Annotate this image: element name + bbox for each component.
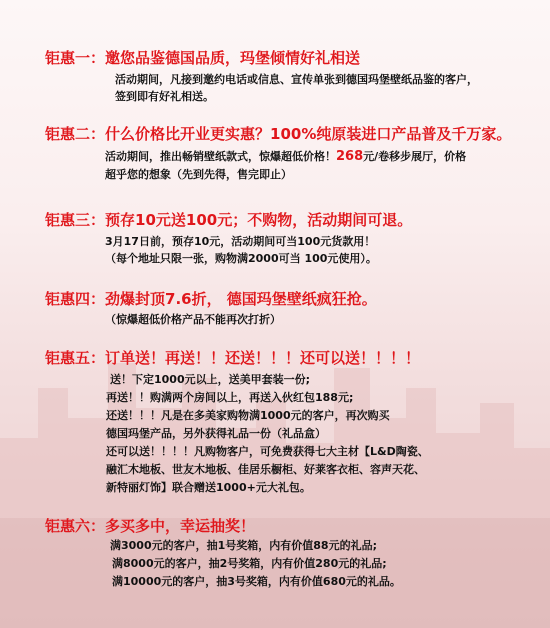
promo-line: 新特丽灯饰】联合赠送1000+元大礼包。 — [106, 481, 311, 494]
promo-line: 满10000元的客户，抽3号奖箱，内有价值680元的礼品。 — [112, 575, 401, 588]
promo-line: 还可以送！！！！凡购物客户，可免费获得七大主材【L&D陶瓷、 — [106, 445, 429, 458]
promo-label-1: 钜惠一： — [45, 49, 106, 67]
promo-label-3: 钜惠三： — [45, 211, 106, 229]
promo-heading-1: 邀您品鉴德国品质，玛堡倾情好礼相送 — [105, 49, 361, 67]
promo-title-1 — [45, 48, 360, 68]
promo-heading-4: 劲爆封顶7.6折， 德国玛堡壁纸疯狂抢。 — [105, 290, 377, 308]
promo-line: 满8000元的客户，抽2号奖箱，内有价值280元的礼品; — [112, 557, 387, 570]
promo-label-6: 钜惠六： — [45, 517, 106, 535]
promo-heading-2: 什么价格比开业更实惠？100%纯原装进口产品普及千万家。 — [105, 125, 512, 143]
promo-label-4: 钜惠四： — [45, 290, 106, 308]
promo-line: 融汇木地板、世友木地板、佳居乐橱柜、好莱客衣柜、容声天花、 — [106, 463, 425, 476]
promo-line: （惊爆超低价格产品不能再次打折） — [105, 313, 281, 326]
promo-line: 签到即有好礼相送。 — [115, 90, 214, 103]
promo-label-2: 钜惠二： — [45, 125, 106, 143]
promo-title-6 — [45, 516, 255, 536]
promo-line: （每个地址只限一张，购物满2000可当 100元使用）。 — [105, 252, 377, 265]
promo-line-text: 元/卷移步展厅，价格 — [363, 150, 467, 163]
promo-line — [105, 149, 466, 164]
promo-title-3 — [45, 210, 412, 230]
promo-line: 送！下定1000元以上，送美甲套装一份; — [110, 373, 311, 386]
promo-heading-5: 订单送！再送！！还送！！！还可以送！！！！ — [105, 349, 421, 367]
promo-line: 满3000元的客户，抽1号奖箱，内有价值88元的礼品; — [110, 539, 377, 552]
promo-heading-3: 预存10元送100元；不购物，活动期间可退。 — [105, 211, 413, 229]
promo-line: 超乎您的想象（先到先得，售完即止） — [105, 168, 292, 181]
promo-heading-6: 多买多中，幸运抽奖！ — [105, 517, 256, 535]
promo-line: 还送！！！凡是在多美家购物满1000元的客户，再次购买 — [106, 409, 390, 422]
price-highlight: 268 — [336, 149, 364, 164]
promo-title-5 — [45, 348, 420, 368]
promo-line: 德国玛堡产品，另外获得礼品一份（礼品盒） — [106, 427, 326, 440]
promo-line-text: 活动期间，推出畅销壁纸款式，惊爆超低价格！ — [105, 150, 336, 163]
promo-title-4 — [45, 289, 377, 309]
promo-line: 再送！！购满两个房间以上，再送入伙红包188元; — [106, 391, 354, 404]
promo-line: 活动期间，凡接到邀约电话或信息、宣传单张到德国玛堡壁纸品鉴的客户， — [115, 73, 478, 86]
promo-title-2 — [45, 124, 511, 144]
promo-line: 3月17日前，预存10元，活动期间可当100元货款用！ — [105, 235, 376, 248]
promo-label-5: 钜惠五： — [45, 349, 106, 367]
